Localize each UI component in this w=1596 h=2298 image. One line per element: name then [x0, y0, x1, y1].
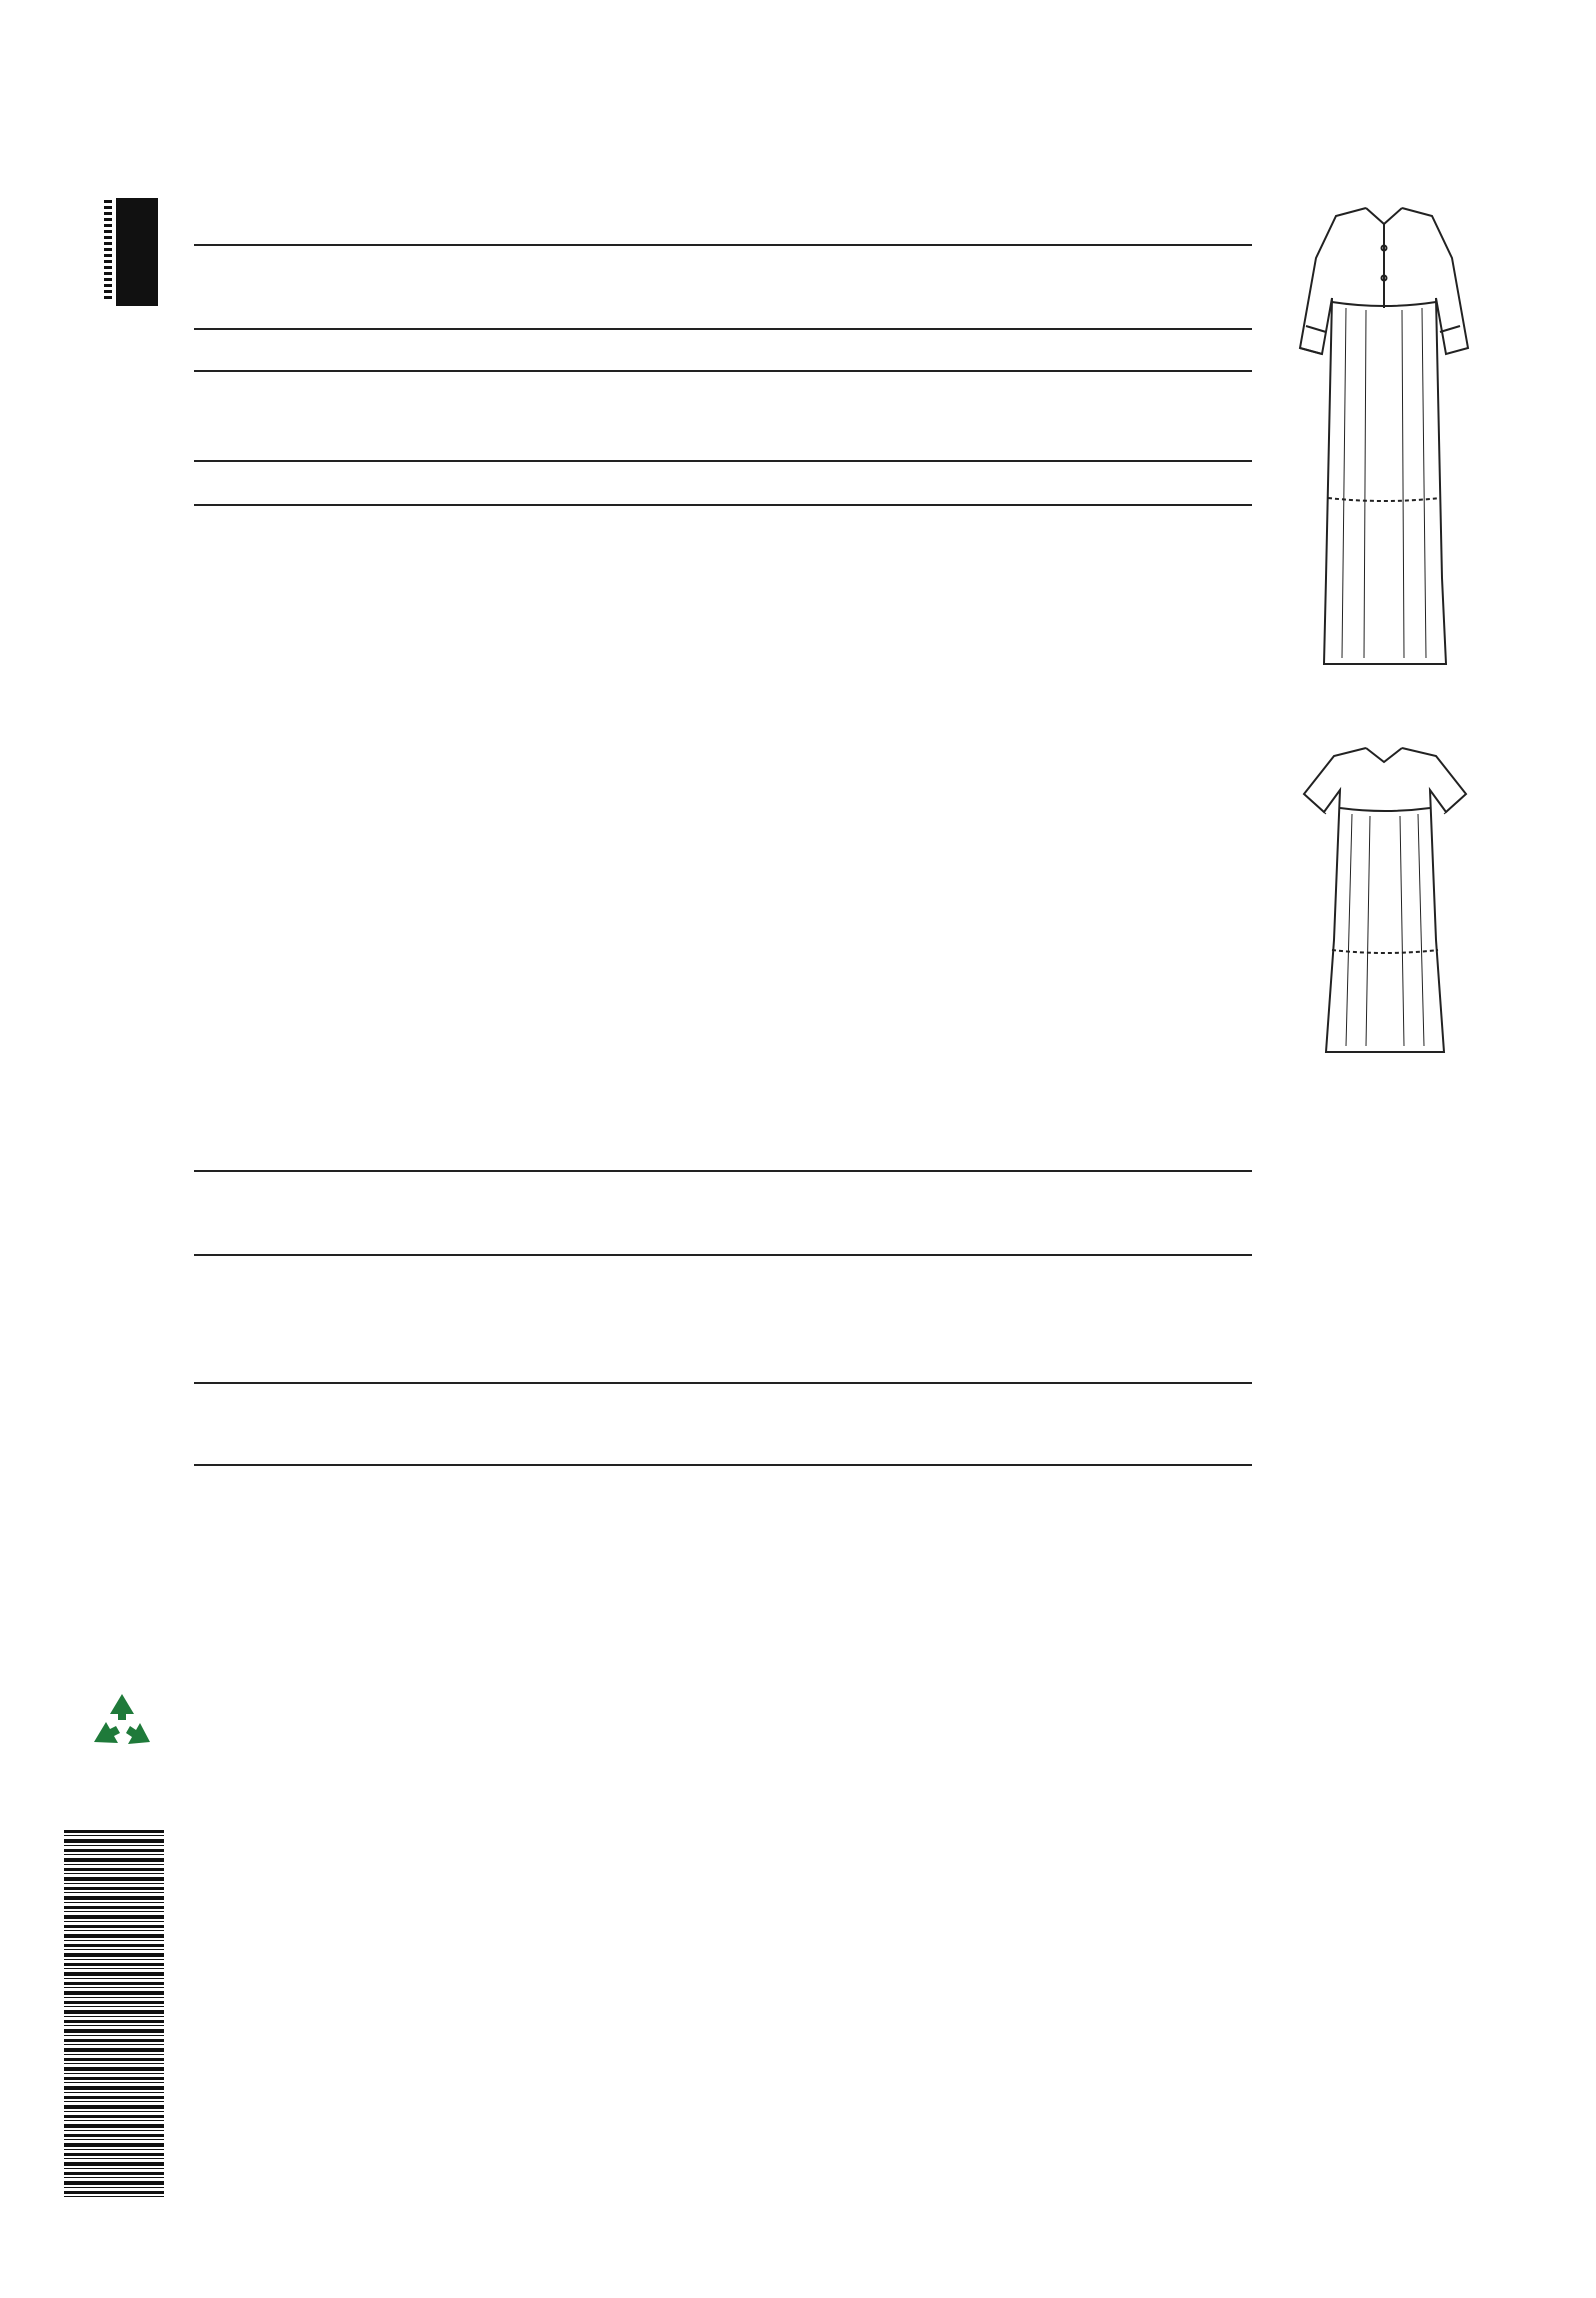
rule: [194, 504, 1252, 506]
dress-b-a-illustration: [1296, 198, 1472, 678]
rule: [194, 1464, 1252, 1466]
badge-lines: [104, 200, 112, 302]
rule: [194, 328, 1252, 330]
rule: [194, 460, 1252, 462]
left-sidebar: [0, 0, 190, 2298]
rule: [194, 370, 1252, 372]
dress-d-c-illustration: [1300, 740, 1470, 1070]
rule: [194, 1382, 1252, 1384]
rule: [194, 1170, 1252, 1172]
recycle-icon: [88, 1690, 156, 1758]
rule: [194, 1254, 1252, 1256]
rule: [194, 244, 1252, 246]
made-in-usa-badge: [116, 198, 158, 306]
barcode: [64, 1830, 164, 2200]
